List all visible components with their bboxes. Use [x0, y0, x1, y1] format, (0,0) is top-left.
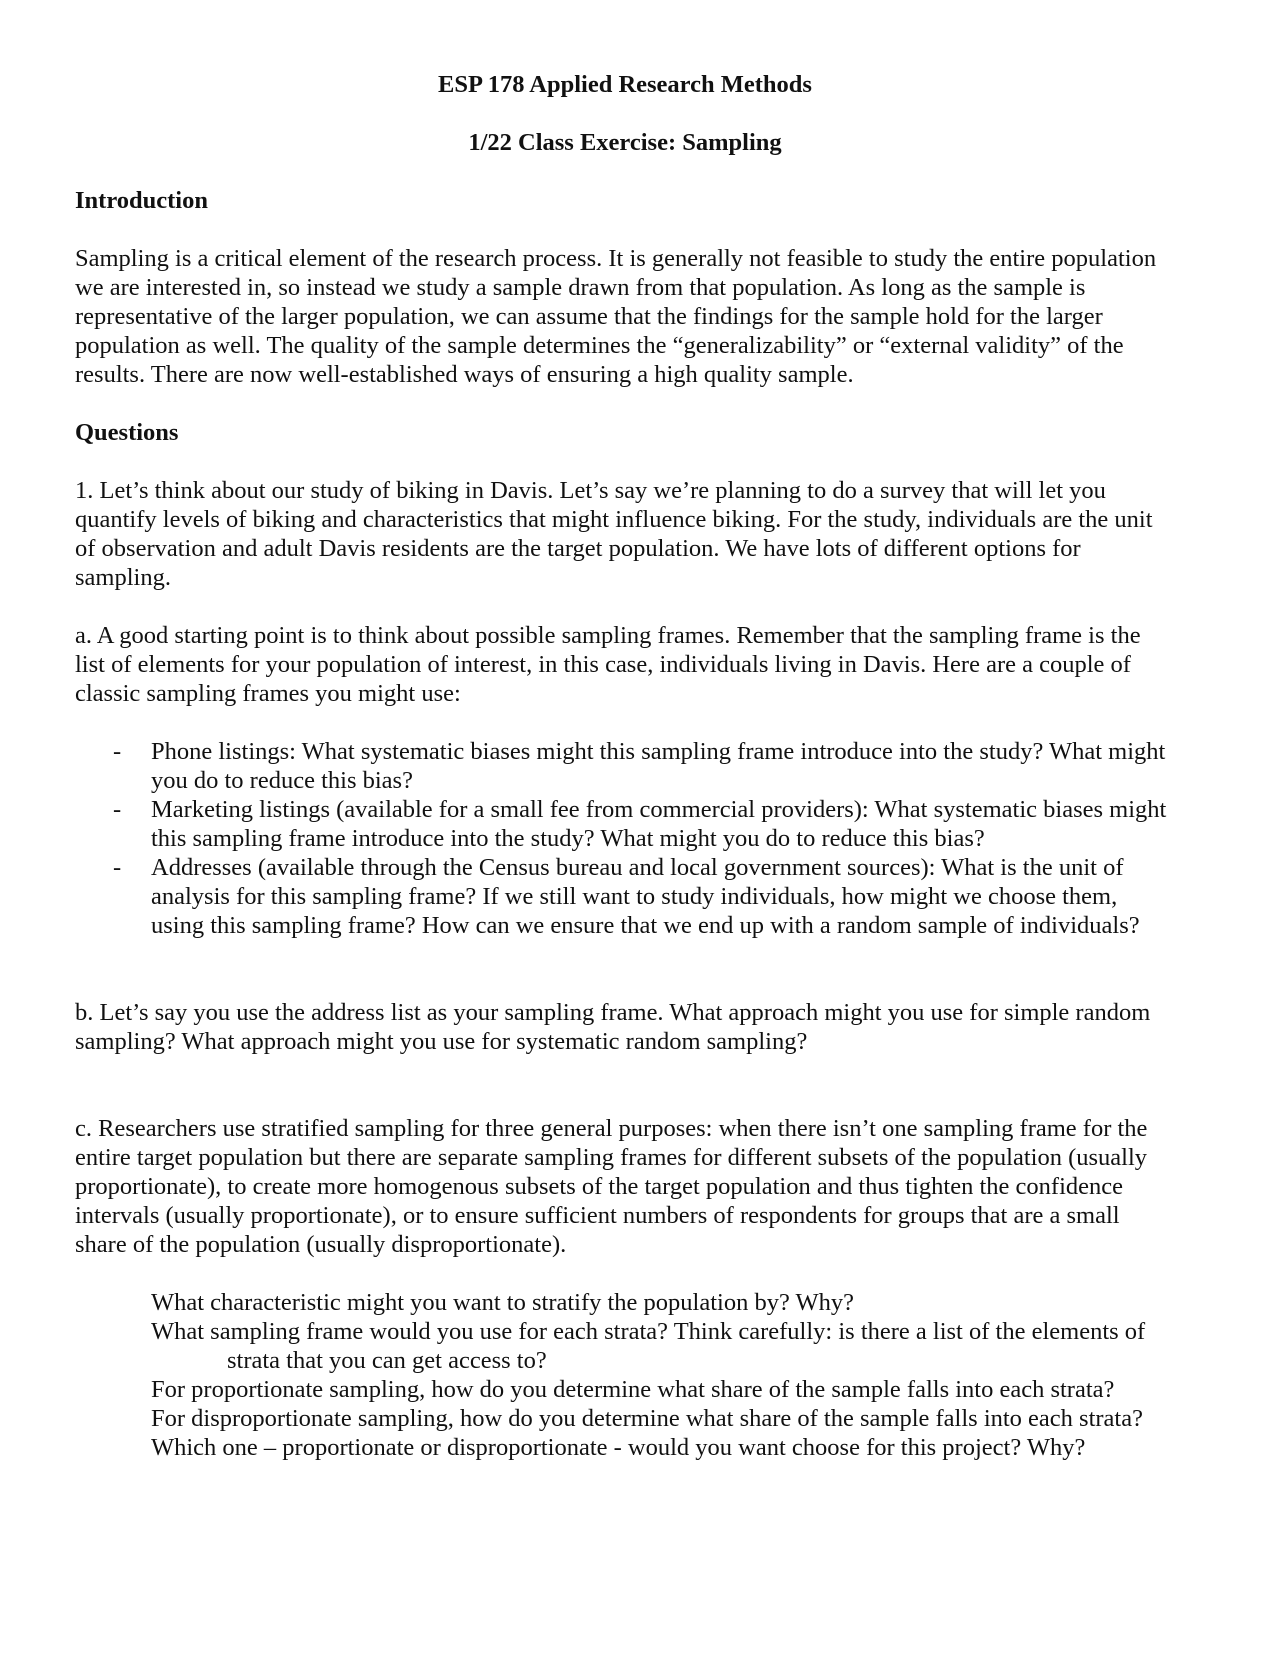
proportionate-share-question: For proportionate sampling, how do you determine what share of the sample falls into each strata?	[151, 1376, 1115, 1403]
bullet-text-marketing-listings: Marketing listings (available for a small fee from commercial providers): What systematic biases might this sampling frame introduce into the study? What might you do to reduce this bias?	[151, 796, 1167, 852]
list-item	[75, 853, 1175, 940]
question-a-paragraph: a. A good starting point is to think about possible sampling frames. Remember that the sampling frame is the list of elements for your population of interest, in this case, individuals living in Davis. Here are a couple of classic sampling frames you might use:	[75, 622, 1141, 707]
introduction-paragraph: Sampling is a critical element of the research process. It is generally not feasible to study the entire population we are interested in, so instead we study a sample drawn from that population. As long as the sample is representative of the larger population, we can assume that the findings for the sample hold for the larger population as well. The quality of the sample determines the “generalizability” or “external validity” of the results. There are now well-established ways of ensuring a high quality sample.	[75, 245, 1157, 388]
bullet-text-addresses: Addresses (available through the Census bureau and local government sources): What is the unit of analysis for this sampling frame? If we still want to study individuals, how might we choose them, using this sampling frame? How can we ensure that we end up with a random sample of individuals?	[151, 854, 1140, 939]
disproportionate-share-question: For disproportionate sampling, how do you determine what share of the sample falls into each strata?	[151, 1405, 1143, 1432]
question-b-paragraph: b. Let’s say you use the address list as your sampling frame. What approach might you use for simple random sampling? What approach might you use for systematic random sampling?	[75, 999, 1151, 1055]
list-item	[75, 795, 1175, 853]
bullet-dash: -	[113, 854, 122, 881]
choice-question: Which one – proportionate or disproportionate - would you want choose for this project? Why?	[151, 1434, 1086, 1461]
bullet-dash: -	[113, 796, 122, 823]
list-item	[75, 737, 1175, 795]
question-1-paragraph: 1. Let’s think about our study of biking in Davis. Let’s say we’re planning to do a survey that will let you quantify levels of biking and characteristics that might influence biking. For the study, individuals are the unit of observation and adult Davis residents are the target population. We have lots of different options for sampling.	[75, 477, 1153, 591]
bullet-dash: -	[113, 738, 122, 765]
introduction-heading: Introduction	[75, 187, 208, 214]
questions-heading: Questions	[75, 419, 179, 446]
question-c-paragraph: c. Researchers use stratified sampling for three general purposes: when there isn’t one sampling frame for the entire target population but there are separate sampling frames for different subsets of the population (usually proportionate), to create more homogenous subsets of the target population and thus tighten the confidence intervals (usually proportionate), or to ensure sufficient numbers of respondents for groups that are a small share of the population (usually disproportionate).	[75, 1115, 1148, 1258]
document-title: ESP 178 Applied Research Methods	[438, 71, 812, 98]
stratification-questions	[75, 1288, 1175, 1462]
sampling-frame-list	[75, 737, 1175, 940]
document-subtitle: 1/22 Class Exercise: Sampling	[468, 129, 782, 156]
strata-sampling-frame-question: What sampling frame would you use for each strata? Think carefully: is there a list of the elements of strata that you can get access to?	[151, 1318, 1146, 1374]
bullet-text-phone-listings: Phone listings: What systematic biases might this sampling frame introduce into the study? What might you do to reduce this bias?	[151, 738, 1166, 794]
stratify-characteristic-question: What characteristic might you want to stratify the population by? Why?	[151, 1289, 855, 1316]
